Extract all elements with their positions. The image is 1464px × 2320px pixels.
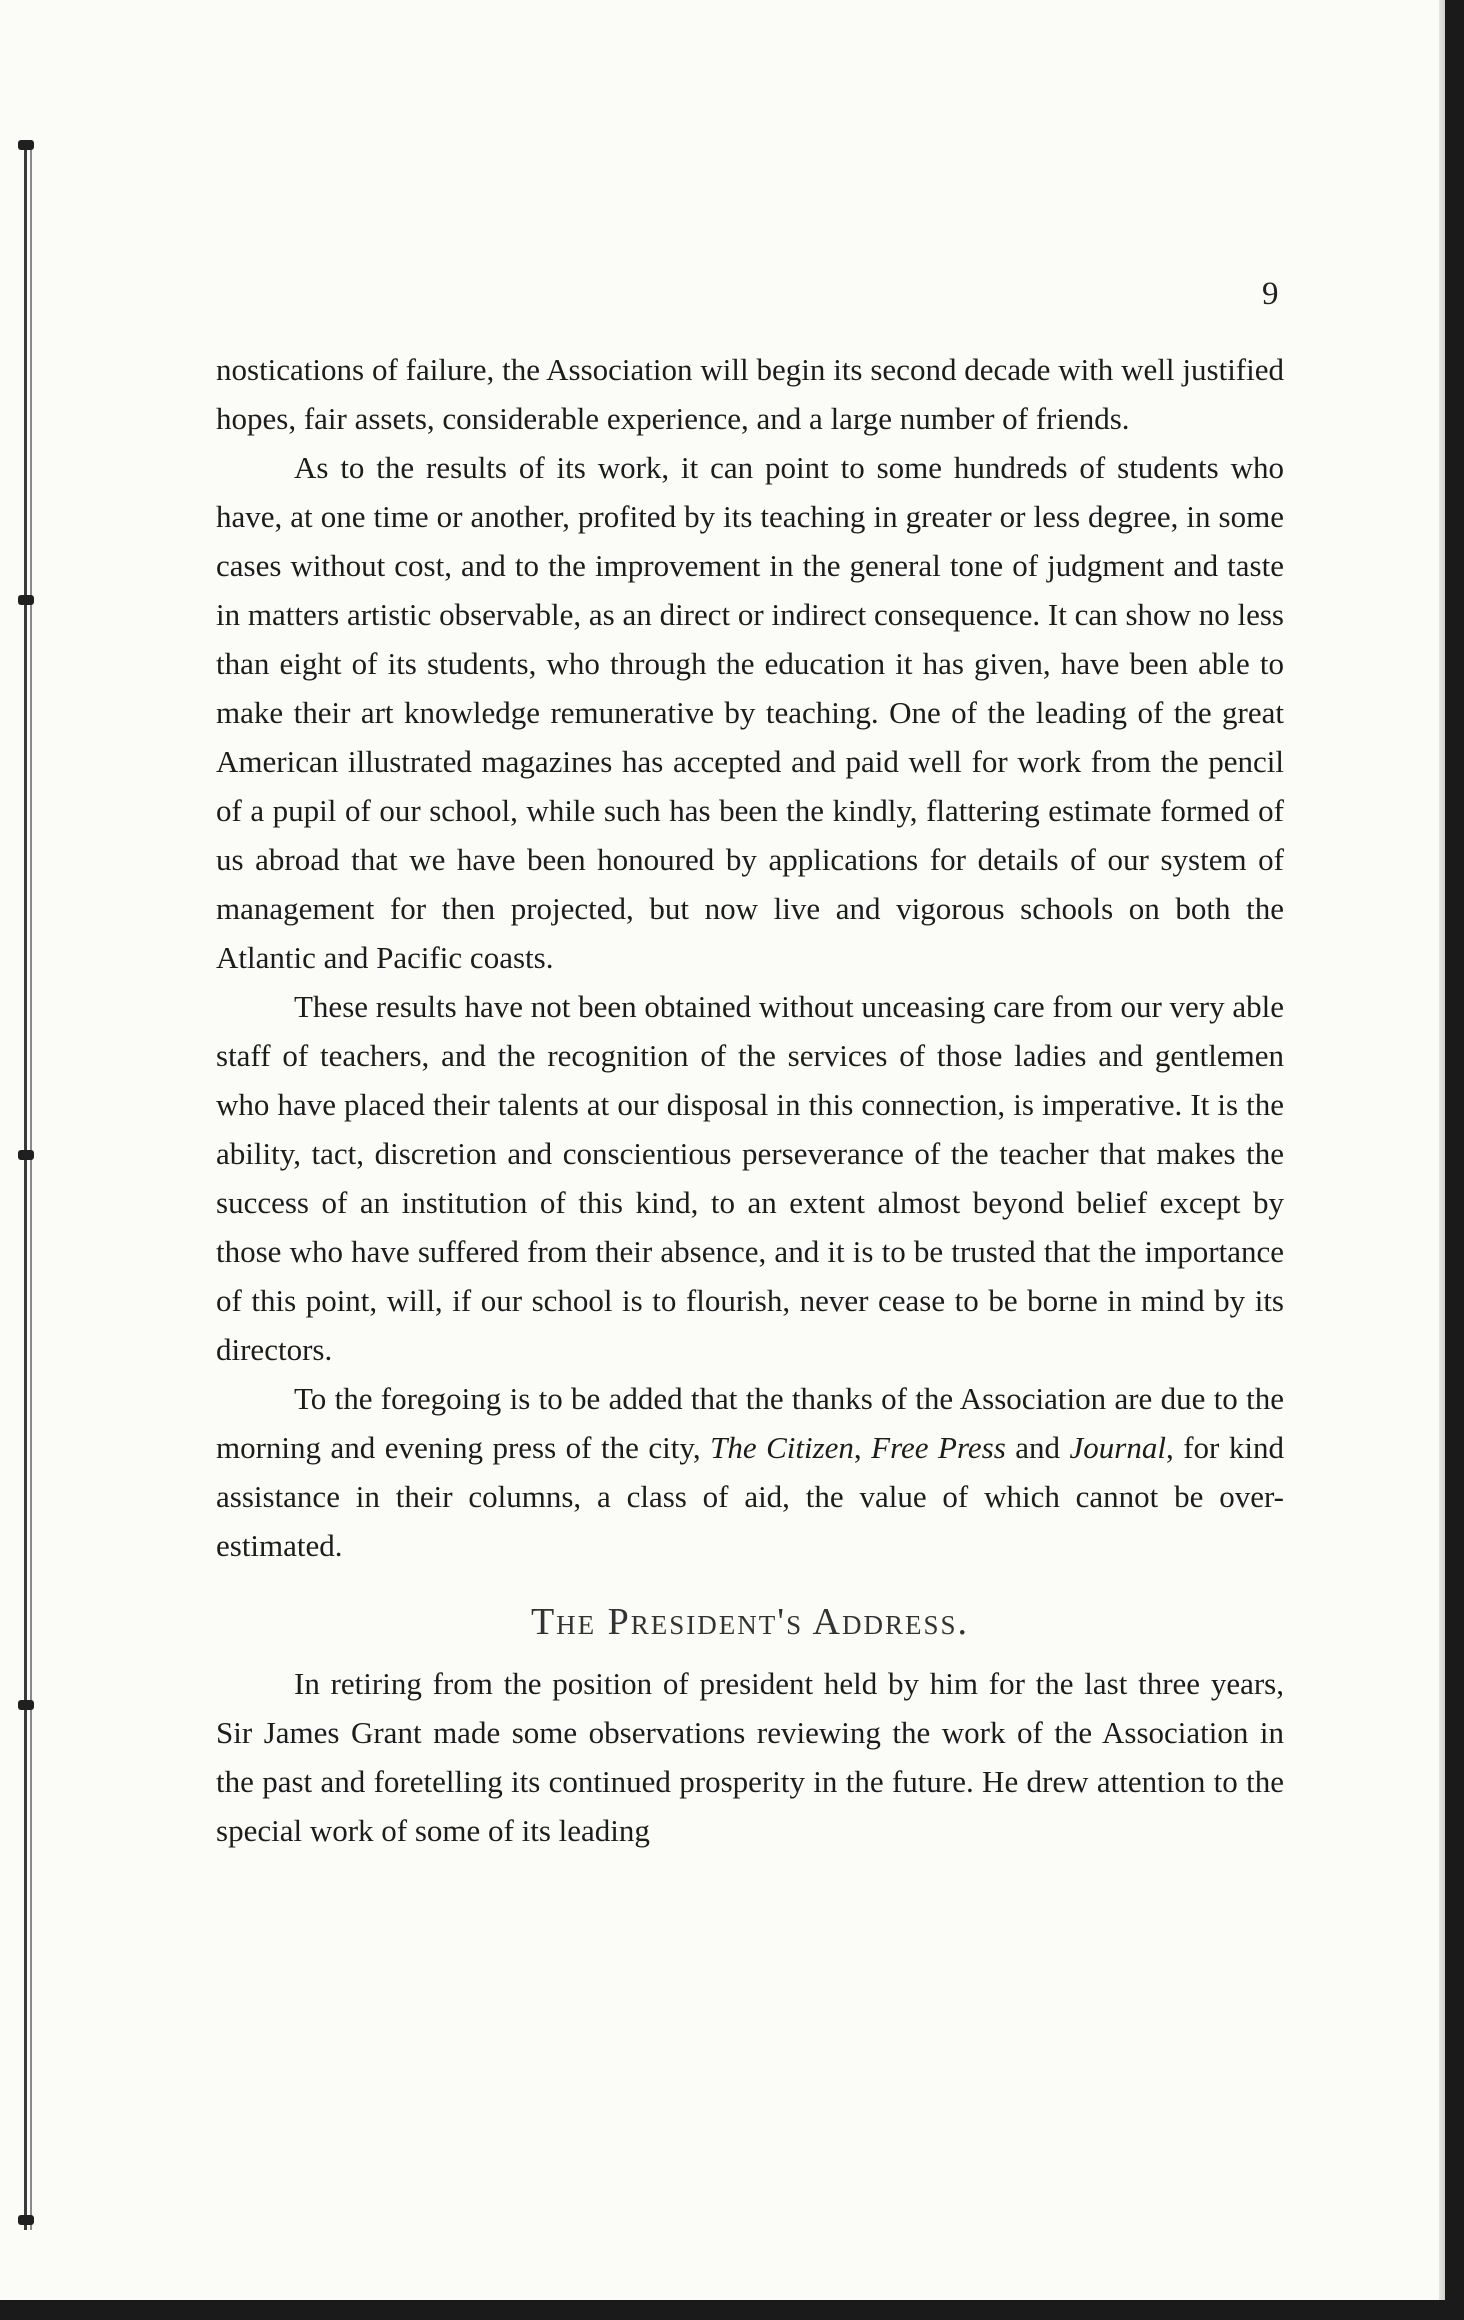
separator: and [1005, 1430, 1070, 1465]
binding-line [24, 140, 27, 2230]
binding-clip [18, 140, 34, 150]
newspaper-free-press: Free Press [871, 1430, 1006, 1465]
scan-edge [1439, 0, 1445, 2300]
separator: , [853, 1430, 872, 1465]
newspaper-journal: Journal [1069, 1430, 1166, 1465]
paragraph-press-thanks [216, 1374, 1284, 1570]
section-heading: The President's Address. [530, 1601, 970, 1643]
page-number: 9 [1262, 276, 1279, 312]
newspaper-citizen: The Citizen [710, 1430, 854, 1465]
binding-line-light [30, 140, 32, 2230]
press-text-2: , for kind assistance in their columns, a class of aid, the value of which cannot be over-estimated. [216, 1430, 1284, 1563]
binding-clip [18, 595, 34, 605]
press-text-1: To the foregoing is to be added that the thanks of the Association are due to the morning and evening press of the city, [216, 1381, 1284, 1465]
paragraph-teachers: These results have not been obtained without unceasing care from our very able staff of teachers, and the recognition of the services of those ladies and gentlemen who have placed their talents at our disposal in this connection, is imperative. It is the ability, tact, discretion and conscientious perseverance of the teacher that makes the success of an institution of this kind, to an extent almost beyond belief except by those who have suffered from their absence, and it is to be trusted that the importance of this point, will, if our school is to flourish, never cease to be borne in mind by its directors. [216, 989, 1284, 1367]
binding-clip [18, 1150, 34, 1160]
paragraph-results: As to the results of its work, it can point to some hundreds of students who have, at one time or another, profited by its teaching in greater or less degree, in some cases without cost, and to the improvement in the general tone of judgment and taste in matters artistic observable, as an direct or indirect consequence. It can show no less than eight of its students, who through the education it has given, have been able to make their art knowledge remunerative by teaching. One of the leading of the great American illustrated magazines has accepted and paid well for work from the pencil of a pupil of our school, while such has been the kindly, flattering estimate formed of us abroad that we have been honoured by applications for details of our system of management for then projected, but now live and vigorous schools on both the Atlantic and Pacific coasts. [216, 450, 1284, 975]
binding-strip [14, 140, 54, 2230]
binding-clip [18, 2215, 34, 2225]
paragraph-continuation: nostications of failure, the Association will begin its second decade with well justified hopes, fair assets, considerable experience, and a large number of friends. [216, 352, 1284, 436]
paragraph-president-address: In retiring from the position of president held by him for the last three years, Sir James Grant made some observations reviewing the work of the Association in the past and foretelling its continued prosperity in the future. He drew attention to the special work of some of its leading [216, 1666, 1284, 1848]
binding-clip [18, 1700, 34, 1710]
body-text [216, 345, 1284, 1855]
